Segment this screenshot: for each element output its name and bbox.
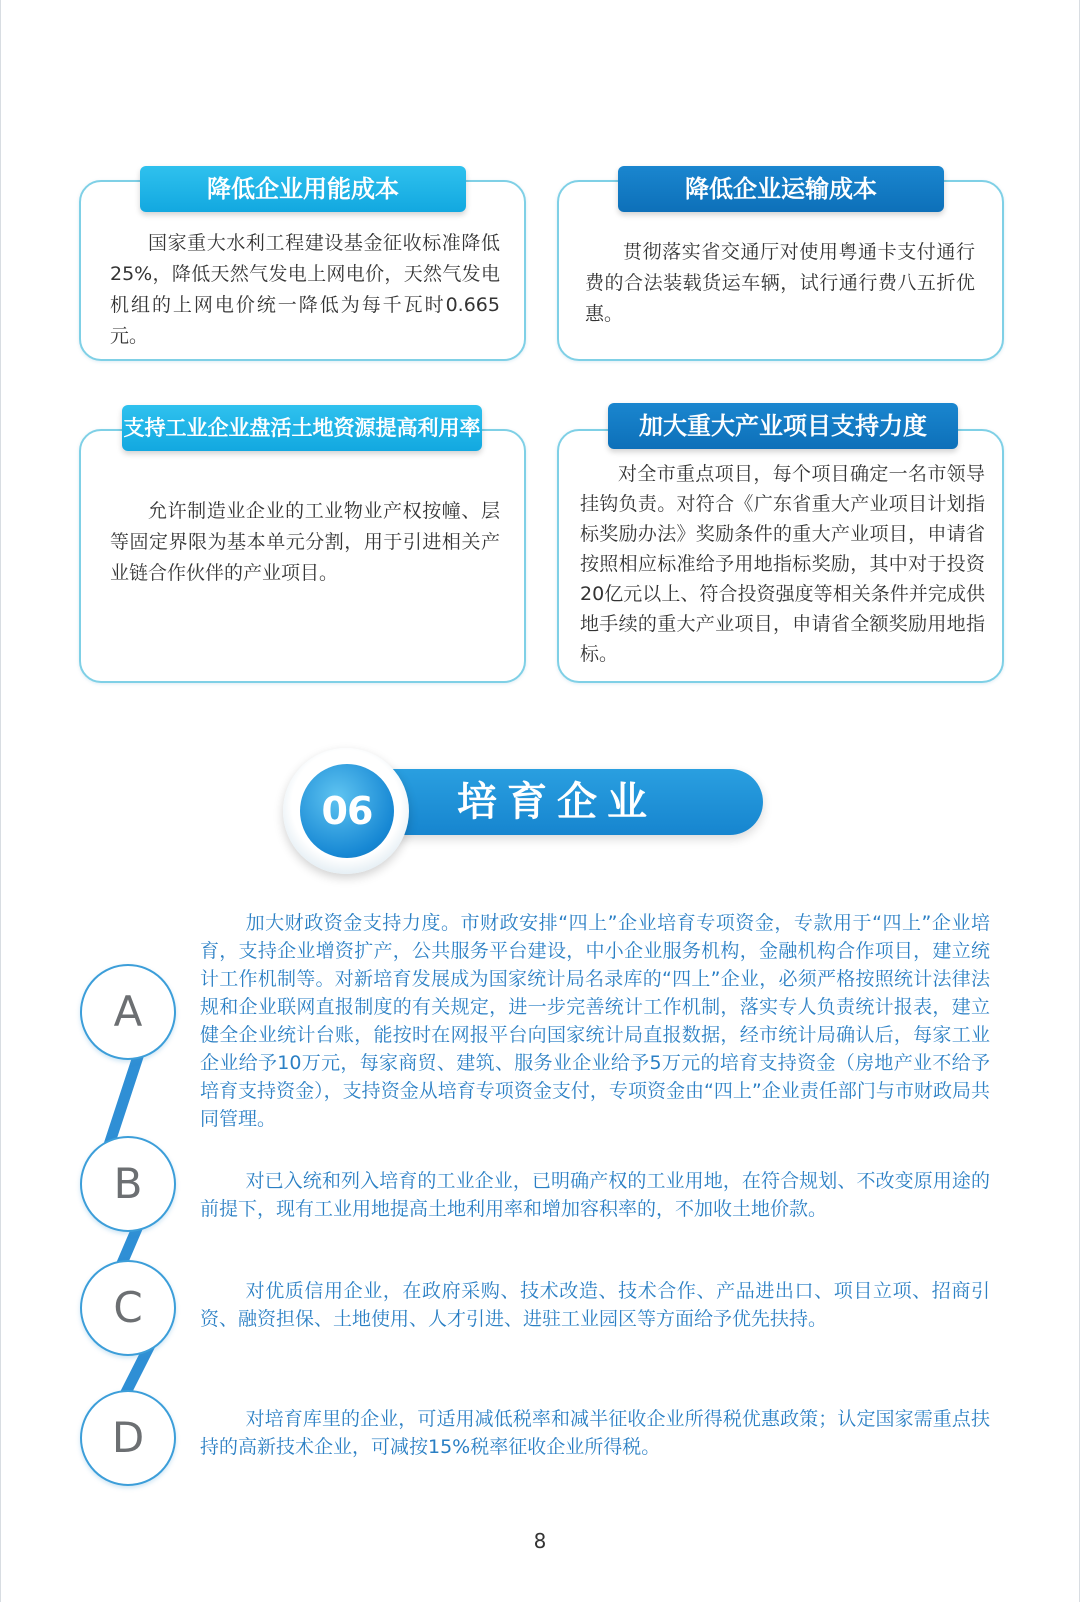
timeline-marker-b [80, 1136, 176, 1232]
timeline-marker-d [80, 1390, 176, 1486]
item-b-text: 对已入统和列入培育的工业企业，已明确产权的工业用地，在符合规划、不改变原用途的前提下，现有工业用地提高土地利用率和增加容积率的，不加收土地价款。 [200, 1170, 990, 1220]
card-energy-cost-text: 国家重大水利工程建设基金征收标准降低25%，降低天然气发电上网电价，天然气发电机组的上网电价统一降低为每千瓦时0.665元。 [110, 232, 500, 347]
item-c-text: 对优质信用企业，在政府采购、技术改造、技术合作、产品进出口、项目立项、招商引资、融资担保、土地使用、人才引进、进驻工业园区等方面给予优先扶持。 [200, 1280, 990, 1330]
section-title: 培育企业 [345, 769, 763, 835]
timeline-marker-c [80, 1260, 176, 1356]
card-energy-cost-title: 降低企业用能成本 [140, 166, 466, 212]
timeline-letter-b: B [113, 1159, 143, 1208]
timeline-marker-a [80, 964, 176, 1060]
timeline-letter-c: C [113, 1283, 143, 1332]
timeline-letter-a: A [113, 987, 143, 1036]
section-number: 06 [300, 764, 394, 858]
card-land-resources-text: 允许制造业企业的工业物业产权按幢、层等固定界限为基本单元分割，用于引进相关产业链合作伙伴的产业项目。 [110, 500, 500, 584]
page-number: 8 [533, 1529, 547, 1553]
card-major-projects-text: 对全市重点项目，每个项目确定一名市领导挂钩负责。对符合《广东省重大产业项目计划指标奖励办法》奖励条件的重大产业项目，申请省按照相应标准给予用地指标奖励，其中对于投资20亿元以上、符合投资强度等相关条件并完成供地手续的重大产业项目，申请省全额奖励用地指标。 [580, 463, 985, 665]
card-major-projects-title: 加大重大产业项目支持力度 [608, 403, 958, 449]
timeline-letter-d: D [111, 1413, 145, 1462]
item-a-text: 加大财政资金支持力度。市财政安排“四上”企业培育专项资金，专款用于“四上”企业培育，支持企业增资扩产，公共服务平台建设，中小企业服务机构，金融机构合作项目，建立统计工作机制等。对新培育发展成为国家统计局名录库的“四上”企业，必须严格按照统计法律法规和企业联网直报制度的有关规定，进一步完善统计工作机制，落实专人负责统计报表，建立健全企业统计台账，能按时在网报平台向国家统计局直报数据，经市统计局确认后，每家工业企业给予10万元，每家商贸、建筑、服务业企业给予5万元的培育支持资金（房地产业不给予培育支持资金），支持资金从培育专项资金支付，专项资金由“四上”企业责任部门与市财政局共同管理。 [200, 912, 990, 1130]
card-transport-cost-title: 降低企业运输成本 [618, 166, 944, 212]
item-d-text: 对培育库里的企业，可适用减低税率和减半征收企业所得税优惠政策；认定国家需重点扶持的高新技术企业，可减按15%税率征收企业所得税。 [200, 1408, 990, 1458]
card-transport-cost-text: 贯彻落实省交通厅对使用粤通卡支付通行费的合法装载货运车辆，试行通行费八五折优惠。 [585, 241, 975, 325]
card-land-resources-title: 支持工业企业盘活土地资源提高利用率 [122, 405, 482, 451]
